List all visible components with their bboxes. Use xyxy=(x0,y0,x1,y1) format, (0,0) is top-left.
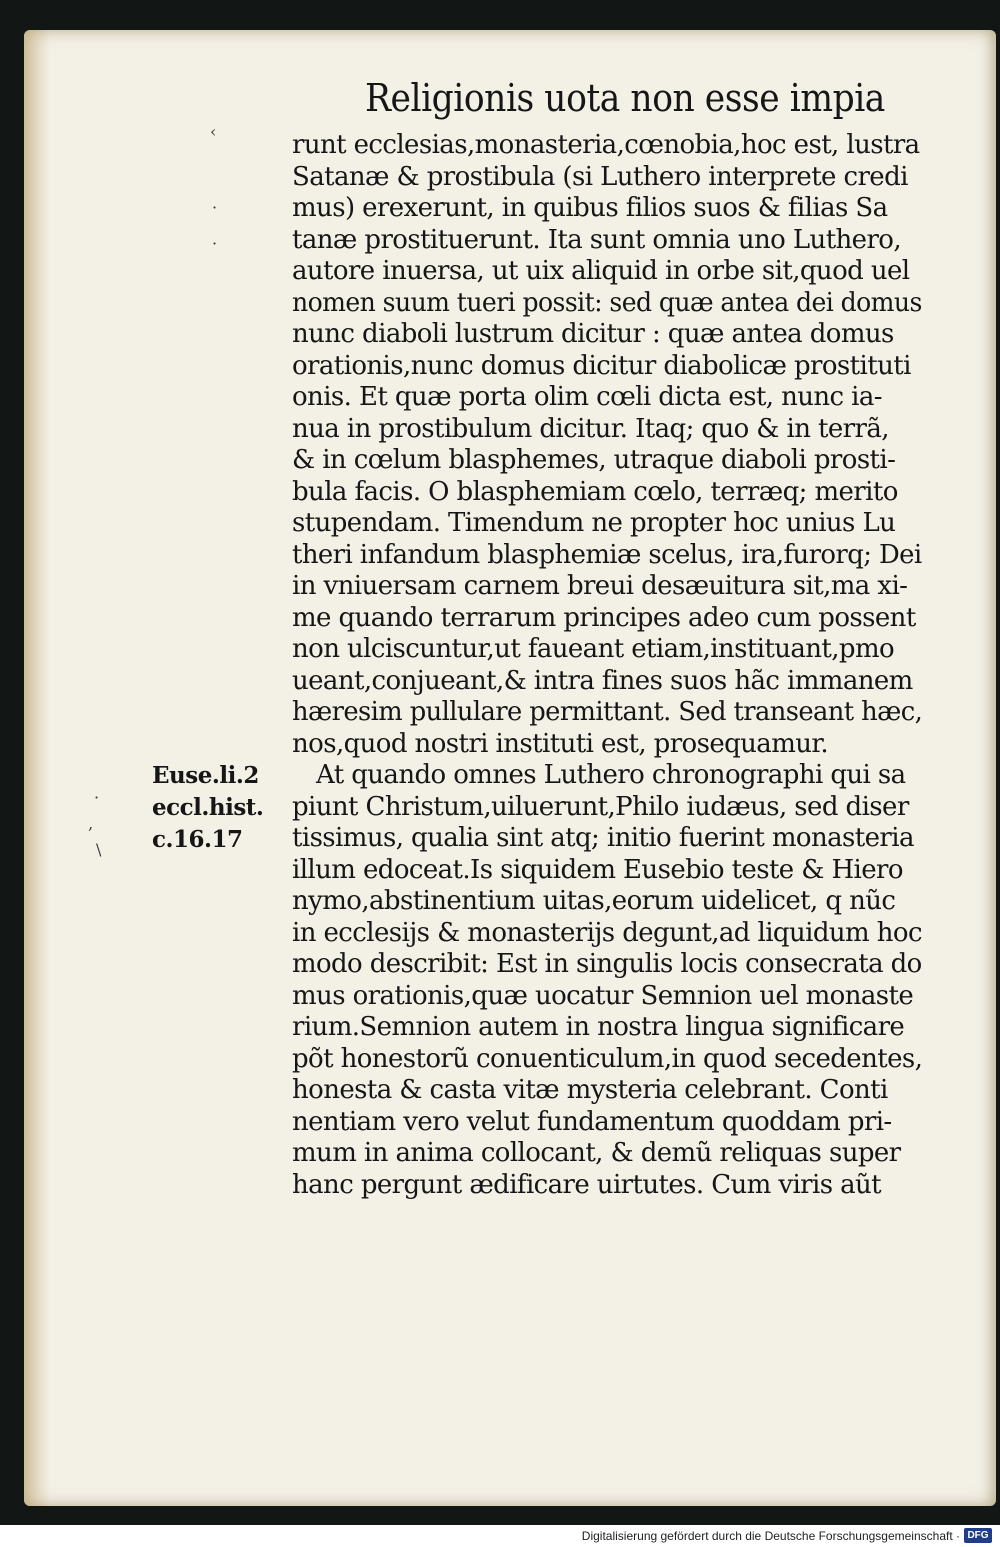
text-line: hæresim pullulare permittant. Sed transeant hæc, xyxy=(292,697,923,727)
running-head: Religionis uota non esse impia xyxy=(365,76,885,120)
margin-mark: ‹ xyxy=(210,122,217,141)
margin-note xyxy=(152,760,262,856)
text-line: nomen suum tueri possit: sed quæ antea dei domus xyxy=(292,287,922,318)
book-page xyxy=(24,30,996,1506)
footer-bar xyxy=(0,1525,1000,1547)
text-line: ueant,conjueant,& intra fines suos hãc immanem xyxy=(292,665,913,696)
text-line: onis. Et quæ porta olim cœli dicta est, nunc ia- xyxy=(292,382,882,412)
text-line: põt honestorũ conuenticulum,in quod secedentes, xyxy=(292,1043,923,1074)
margin-mark: · xyxy=(212,198,218,217)
footer-credit: Digitalisierung gefördert durch die Deutsche Forschungsgemeinschaft · xyxy=(581,1529,960,1543)
text-line: me quando terrarum principes adeo cum possent xyxy=(292,602,916,633)
margin-mark: · xyxy=(212,234,218,253)
text-line: illum edoceat.Is siquidem Eusebio teste & Hiero xyxy=(292,854,903,885)
text-line: orationis,nunc domus dicitur diabolicæ prostituti xyxy=(292,350,911,381)
text-line: theri infandum blasphemiæ scelus, ira,furorq; Dei xyxy=(292,539,922,570)
dfg-logo: DFG xyxy=(964,1528,992,1543)
text-line: piunt Christum,uiluerunt,Philo iudæus, sed diser xyxy=(292,791,909,822)
text-line: mum in anima collocant, & demũ reliquas super xyxy=(292,1138,901,1168)
margin-note-line: eccl.hist. xyxy=(152,794,264,821)
text-line: bula facis. O blasphemiam cœlo, terræq; merito xyxy=(292,476,898,507)
text-line: nymo,abstinentium uitas,eorum uidelicet, q nũc xyxy=(292,886,896,916)
margin-note-line: Euse.li.2 xyxy=(152,762,259,789)
text-line: runt ecclesias,monasteria,cœnobia,hoc est, lustra xyxy=(292,130,920,160)
margin-mark: ‚ xyxy=(88,814,94,833)
text-line: modo describit: Est in singulis locis consecrata do xyxy=(292,949,922,979)
text-line: rium.Semnion autem in nostra lingua significare xyxy=(292,1012,905,1042)
text-line: mus) erexerunt, in quibus filios suos & filias Sa xyxy=(292,193,888,223)
margin-mark: · xyxy=(94,788,100,807)
text-line: non ulciscuntur,ut faueant etiam,instituant,pmo xyxy=(292,634,895,664)
text-line: honesta & casta vitæ mysteria celebrant. Conti xyxy=(292,1075,888,1105)
text-line: mus orationis,quæ uocatur Semnion uel monaste xyxy=(292,980,914,1011)
text-line: tissimus, qualia sint atq; initio fuerint monasteria xyxy=(292,823,914,853)
text-line: stupendam. Timendum ne propter hoc unius Lu xyxy=(292,508,896,538)
text-line: in vniuersam carnem breui desæuitura sit,ma xi- xyxy=(292,571,908,601)
margin-mark: \ xyxy=(96,840,102,859)
text-line: & in cœlum blasphemes, utraque diaboli prosti- xyxy=(292,445,896,475)
body-text xyxy=(292,130,922,1201)
text-line: At quando omnes Luthero chronographi qui sa xyxy=(316,760,906,790)
text-line: hanc pergunt ædificare uirtutes. Cum viris aũt xyxy=(292,1169,881,1200)
text-line: tanæ prostituerunt. Ita sunt omnia uno Luthero, xyxy=(292,224,902,255)
margin-note-line: c.16.17 xyxy=(152,826,243,853)
text-line: nos,quod nostri instituti est, prosequamur. xyxy=(292,728,829,759)
text-line: nunc diaboli lustrum dicitur : quæ antea domus xyxy=(292,319,894,349)
text-line: Satanæ & prostibula (si Luthero interprete credi xyxy=(292,161,908,192)
text-line: autore inuersa, ut uix aliquid in orbe sit,quod uel xyxy=(292,256,910,286)
text-line: in ecclesijs & monasterijs degunt,ad liquidum hoc xyxy=(292,917,922,948)
text-line: nentiam vero velut fundamentum quoddam pri- xyxy=(292,1106,892,1137)
text-line: nua in prostibulum dicitur. Itaq; quo & in terrã, xyxy=(292,413,889,444)
